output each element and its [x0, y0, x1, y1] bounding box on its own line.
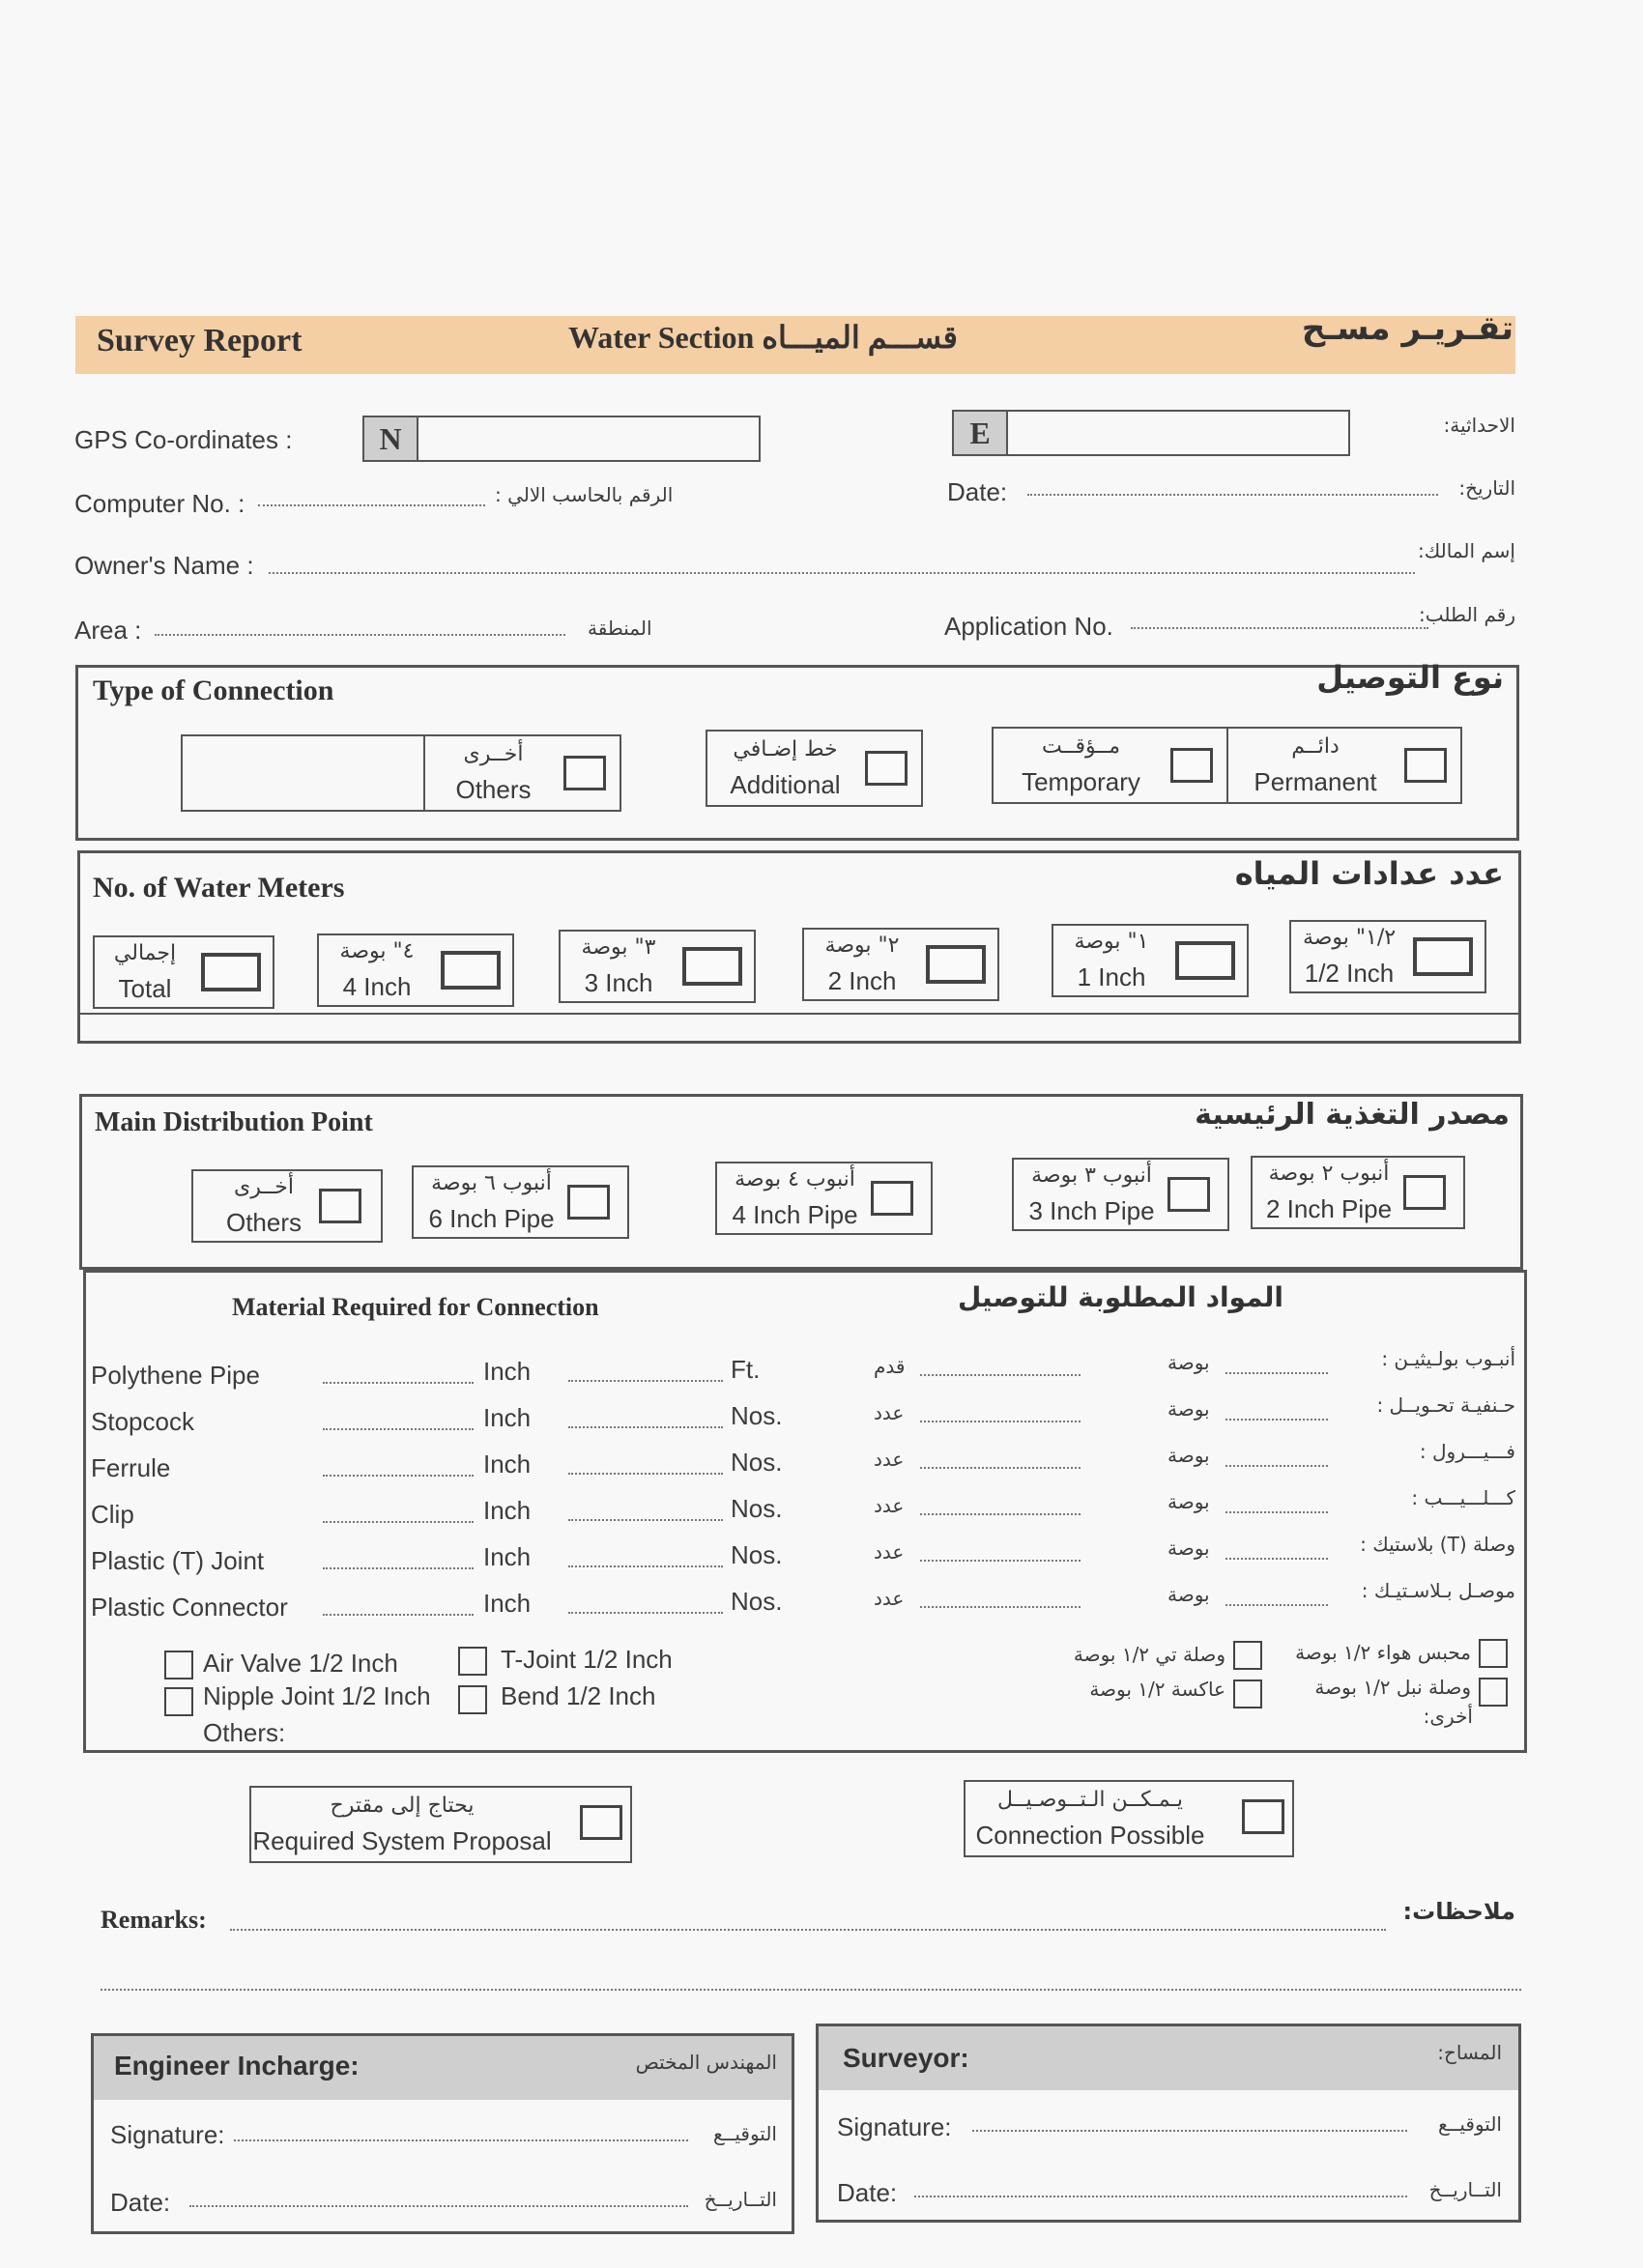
- distribution-option-others[interactable]: [191, 1169, 383, 1243]
- connection-additional-ar: خط إضـافي: [733, 737, 838, 761]
- material-qty-unit-ar: عدد: [874, 1494, 905, 1517]
- engineer-date-field[interactable]: [189, 2205, 688, 2207]
- owner-field[interactable]: [269, 572, 1415, 574]
- distribution-4inch-en: 4 Inch Pipe: [732, 1200, 858, 1229]
- distribution-title-ar: مصدر التغذية الرئيسية: [1195, 1098, 1510, 1132]
- connection-others-en: Others: [455, 775, 532, 804]
- engineer-signature-ar: التوقيــع: [713, 2122, 777, 2145]
- distribution-6inch-en: 6 Inch Pipe: [428, 1204, 555, 1233]
- t-joint-checkbox[interactable]: [458, 1647, 487, 1676]
- material-size-field[interactable]: [323, 1614, 474, 1616]
- material-qty-field[interactable]: [568, 1473, 723, 1475]
- material-size-field-ar[interactable]: [1225, 1604, 1328, 1606]
- meter-option-total[interactable]: [93, 935, 274, 1009]
- north-prefix: N: [364, 417, 418, 460]
- distribution-6inch-checkbox[interactable]: [567, 1185, 610, 1220]
- material-size-field[interactable]: [323, 1382, 474, 1384]
- meter-option-1inch[interactable]: [1052, 924, 1249, 997]
- material-size-unit: Inch: [483, 1450, 532, 1479]
- header-center: Water Section قســـم الميـــاه: [568, 320, 958, 355]
- meter-3inch-ar: ٣" بوصة: [581, 935, 656, 960]
- material-qty-unit-ar: عدد: [874, 1540, 905, 1564]
- gps-north-field[interactable]: [362, 416, 761, 462]
- owner-label: Owner's Name :: [74, 551, 254, 580]
- application-field[interactable]: [1131, 627, 1428, 629]
- others-label: Others:: [203, 1718, 286, 1747]
- bend-ar-label: عاكسة ١/٢ بوصة: [1089, 1678, 1225, 1701]
- material-size-field-ar[interactable]: [1225, 1465, 1328, 1467]
- meter-4inch-checkbox[interactable]: [441, 951, 501, 990]
- surveyor-date-field[interactable]: [914, 2196, 1407, 2197]
- air-valve-checkbox[interactable]: [164, 1651, 193, 1679]
- engineer-title: Engineer Incharge:: [114, 2051, 360, 2081]
- possible-checkbox[interactable]: [1242, 1799, 1284, 1834]
- surveyor-signature-field[interactable]: [972, 2130, 1407, 2132]
- material-size-unit: Inch: [483, 1542, 532, 1571]
- header-title-en: Survey Report: [97, 323, 303, 359]
- material-qty-unit: Nos.: [731, 1540, 783, 1569]
- connection-permanent-ar: دائــم: [1291, 734, 1340, 759]
- meter-option-2inch[interactable]: [802, 928, 999, 1001]
- distribution-3inch-ar: أنبوب ٣ بوصة: [1031, 1163, 1152, 1188]
- material-qty-unit: Nos.: [731, 1448, 783, 1477]
- connection-others-text-field[interactable]: [181, 734, 425, 812]
- material-qty-field-ar[interactable]: [920, 1421, 1081, 1422]
- material-size-unit-ar: بوصة: [1167, 1490, 1210, 1513]
- material-qty-field[interactable]: [568, 1380, 723, 1382]
- material-size-unit-ar: بوصة: [1167, 1351, 1210, 1374]
- connection-temporary-ar: مــؤقــت: [1041, 734, 1121, 759]
- materials-title-ar: المواد المطلوبة للتوصيل: [958, 1281, 1283, 1313]
- meter-1inch-en: 1 Inch: [1077, 962, 1146, 991]
- material-size-unit: Inch: [483, 1496, 532, 1525]
- t-joint-ar-label: وصلة تي ١/٢ بوصة: [1073, 1643, 1225, 1666]
- material-qty-field[interactable]: [568, 1565, 723, 1567]
- meter-3inch-en: 3 Inch: [584, 968, 653, 997]
- material-qty-field[interactable]: [568, 1519, 723, 1521]
- surveyor-signature-ar: التوقيــع: [1438, 2112, 1502, 2136]
- meter-2inch-checkbox[interactable]: [926, 945, 986, 984]
- owner-label-ar: إسم المالك:: [1418, 539, 1515, 562]
- distribution-option-2inch[interactable]: [1251, 1156, 1465, 1229]
- connection-option-others[interactable]: [423, 734, 621, 812]
- computer-no-label: Computer No. :: [74, 489, 245, 518]
- meter-4inch-en: 4 Inch: [342, 972, 412, 1001]
- distribution-4inch-checkbox[interactable]: [871, 1181, 913, 1216]
- required-system-proposal-option[interactable]: [249, 1786, 632, 1863]
- distribution-option-6inch[interactable]: [412, 1165, 629, 1239]
- engineer-date-label: Date:: [110, 2188, 171, 2217]
- material-name: Ferrule: [91, 1453, 171, 1482]
- water-meters-divider: [79, 1013, 1519, 1015]
- surveyor-date-label: Date:: [837, 2178, 898, 2207]
- area-label-ar: المنطقة: [588, 617, 652, 640]
- distribution-option-4inch[interactable]: [715, 1162, 933, 1235]
- material-qty-field[interactable]: [568, 1426, 723, 1428]
- connection-option-permanent[interactable]: [1226, 727, 1462, 804]
- material-size-unit-ar: بوصة: [1167, 1583, 1210, 1606]
- material-qty-unit-ar: عدد: [874, 1448, 905, 1471]
- connection-option-additional[interactable]: [706, 730, 923, 807]
- surveyor-signature-label: Signature:: [837, 2112, 952, 2141]
- material-name-ar: وصلة (T) بلاستيك :: [1360, 1533, 1515, 1556]
- material-name: Stopcock: [91, 1407, 194, 1436]
- nipple-joint-checkbox[interactable]: [164, 1687, 193, 1716]
- material-size-field[interactable]: [323, 1521, 474, 1523]
- material-qty-field-ar[interactable]: [920, 1560, 1081, 1562]
- air-valve-label: Air Valve 1/2 Inch: [203, 1649, 398, 1678]
- material-qty-field-ar[interactable]: [920, 1513, 1081, 1515]
- meter-option-4inch[interactable]: [317, 933, 514, 1007]
- surveyor-title: Surveyor:: [843, 2043, 969, 2073]
- material-name: Clip: [91, 1500, 134, 1529]
- meter-halfinch-checkbox[interactable]: [1413, 937, 1473, 976]
- material-size-field-ar[interactable]: [1225, 1511, 1328, 1513]
- area-field[interactable]: [155, 634, 565, 636]
- distribution-title: Main Distribution Point: [95, 1107, 373, 1137]
- material-qty-unit: Nos.: [731, 1401, 783, 1430]
- connection-option-temporary[interactable]: [992, 727, 1228, 804]
- date-label-ar: التاريخ:: [1458, 476, 1515, 500]
- meter-1inch-ar: ١" بوصة: [1074, 930, 1149, 954]
- engineer-title-ar: المهندس المختص: [635, 2051, 777, 2074]
- connection-permanent-en: Permanent: [1254, 767, 1377, 796]
- water-meters-title-ar: عدد عدادات المياه: [1234, 855, 1504, 892]
- remarks-label: Remarks:: [101, 1906, 207, 1934]
- bend-checkbox[interactable]: [458, 1685, 487, 1714]
- connection-others-checkbox[interactable]: [563, 756, 606, 790]
- application-label-ar: رقم الطلب:: [1419, 603, 1515, 626]
- east-prefix: E: [954, 412, 1008, 454]
- meter-1inch-checkbox[interactable]: [1175, 941, 1235, 980]
- material-qty-unit-ar: عدد: [874, 1401, 905, 1424]
- material-size-field[interactable]: [323, 1475, 474, 1477]
- material-name: Polythene Pipe: [91, 1361, 260, 1390]
- connection-permanent-checkbox[interactable]: [1404, 748, 1447, 783]
- material-size-field[interactable]: [323, 1428, 474, 1430]
- material-name: Plastic (T) Joint: [91, 1546, 265, 1575]
- material-size-field-ar[interactable]: [1225, 1372, 1328, 1374]
- material-size-field-ar[interactable]: [1225, 1419, 1328, 1421]
- remarks-line-2[interactable]: [101, 1989, 1521, 1991]
- material-qty-unit: Nos.: [731, 1494, 783, 1523]
- material-size-field[interactable]: [323, 1567, 474, 1569]
- proposal-en: Required System Proposal: [252, 1826, 552, 1855]
- computer-no-label-ar: الرقم بالحاسب الالي :: [495, 483, 674, 506]
- header-title-ar: تقـريـر مسـح: [1301, 309, 1513, 348]
- air-valve-ar-checkbox[interactable]: [1479, 1639, 1508, 1668]
- materials-title: Material Required for Connection: [232, 1293, 599, 1321]
- connection-additional-checkbox[interactable]: [865, 751, 908, 786]
- distribution-2inch-ar: أنبوب ٢ بوصة: [1268, 1162, 1390, 1186]
- nipple-joint-label: Nipple Joint 1/2 Inch: [203, 1681, 431, 1710]
- meter-option-halfinch[interactable]: [1289, 920, 1486, 993]
- meter-4inch-ar: ٤" بوصة: [339, 939, 415, 963]
- meter-2inch-ar: ٢" بوصة: [824, 933, 900, 958]
- distribution-2inch-checkbox[interactable]: [1403, 1175, 1446, 1210]
- area-label: Area :: [74, 616, 142, 645]
- material-qty-unit-ar: عدد: [874, 1587, 905, 1610]
- meter-total-ar: إجمالي: [113, 941, 177, 965]
- connection-type-title-ar: نوع التوصيل: [1316, 659, 1504, 696]
- material-size-field-ar[interactable]: [1225, 1558, 1328, 1560]
- material-size-unit: Inch: [483, 1403, 532, 1432]
- material-name-ar: موصـل بـلاسـتيـك :: [1361, 1579, 1515, 1602]
- remarks-line-1[interactable]: [230, 1929, 1386, 1931]
- distribution-3inch-en: 3 Inch Pipe: [1028, 1196, 1155, 1225]
- material-name-ar: أنبـوب بولـيثيـن :: [1381, 1347, 1515, 1370]
- meter-2inch-en: 2 Inch: [827, 966, 897, 995]
- gps-east-field[interactable]: [952, 410, 1350, 456]
- engineer-signature-field[interactable]: [234, 2139, 688, 2141]
- material-qty-field-ar[interactable]: [920, 1606, 1081, 1608]
- material-size-unit-ar: بوصة: [1167, 1536, 1210, 1560]
- bend-ar-checkbox[interactable]: [1233, 1679, 1262, 1708]
- engineer-date-ar: التــاريــخ: [704, 2188, 777, 2211]
- meter-halfinch-en: 1/2 Inch: [1304, 959, 1395, 988]
- meter-3inch-checkbox[interactable]: [682, 947, 742, 986]
- proposal-checkbox[interactable]: [580, 1805, 622, 1840]
- t-joint-ar-checkbox[interactable]: [1233, 1641, 1262, 1670]
- material-qty-field-ar[interactable]: [920, 1374, 1081, 1376]
- material-name-ar: فـــيـــرول :: [1419, 1440, 1515, 1463]
- distribution-4inch-ar: أنبوب ٤ بوصة: [735, 1167, 855, 1191]
- distribution-others-checkbox[interactable]: [319, 1189, 361, 1223]
- proposal-ar: يحتاج إلى مقترح: [330, 1794, 475, 1818]
- distribution-2inch-en: 2 Inch Pipe: [1265, 1194, 1393, 1223]
- water-meters-title: No. of Water Meters: [93, 872, 345, 904]
- meter-total-en: Total: [118, 974, 172, 1003]
- surveyor-date-ar: التــاريــخ: [1428, 2178, 1502, 2201]
- connection-possible-option[interactable]: [964, 1780, 1294, 1857]
- connection-type-title: Type of Connection: [93, 675, 334, 706]
- material-size-unit: Inch: [483, 1589, 532, 1618]
- air-valve-ar-label: محبس هواء ١/٢ بوصة: [1295, 1641, 1471, 1664]
- material-name-ar: حـنفيـة تحـويــل :: [1376, 1393, 1515, 1417]
- meter-option-3inch[interactable]: [559, 930, 756, 1003]
- date-label: Date:: [947, 477, 1008, 506]
- distribution-6inch-ar: أنبوب ٦ بوصة: [431, 1171, 552, 1195]
- bend-label: Bend 1/2 Inch: [501, 1681, 656, 1710]
- meter-total-checkbox[interactable]: [201, 953, 261, 991]
- gps-label-ar: الاحداثية:: [1443, 414, 1515, 437]
- material-size-unit-ar: بوصة: [1167, 1397, 1210, 1421]
- gps-label: GPS Co-ordinates :: [74, 425, 293, 454]
- remarks-label-ar: ملاحظات:: [1402, 1898, 1515, 1925]
- connection-others-ar: أخــرى: [463, 742, 524, 766]
- material-size-unit: Inch: [483, 1357, 532, 1386]
- material-name-ar: كـــلـــيـــب :: [1411, 1486, 1515, 1509]
- material-qty-unit: Nos.: [731, 1587, 783, 1616]
- t-joint-label: T-Joint 1/2 Inch: [501, 1645, 673, 1674]
- meter-halfinch-ar: ١/٢" بوصة: [1302, 926, 1397, 950]
- distribution-others-en: Others: [225, 1208, 303, 1237]
- application-label: Application No.: [944, 612, 1113, 641]
- distribution-option-3inch[interactable]: [1012, 1158, 1229, 1231]
- material-qty-field[interactable]: [568, 1612, 723, 1614]
- computer-no-field[interactable]: [258, 504, 485, 506]
- possible-ar: يـمـكــن الـتــوصـيــل: [997, 1788, 1183, 1812]
- nipple-joint-ar-checkbox[interactable]: [1479, 1678, 1508, 1707]
- material-qty-field-ar[interactable]: [920, 1467, 1081, 1469]
- nipple-joint-ar-label: وصلة نبل ١/٢ بوصة: [1314, 1676, 1471, 1699]
- connection-additional-en: Additional: [730, 770, 841, 799]
- material-name: Plastic Connector: [91, 1593, 288, 1622]
- possible-en: Connection Possible: [975, 1821, 1205, 1850]
- surveyor-title-ar: المساح:: [1437, 2041, 1502, 2064]
- distribution-others-ar: أخــرى: [234, 1175, 294, 1199]
- material-qty-unit: Ft.: [731, 1355, 761, 1384]
- material-qty-unit-ar: قدم: [874, 1355, 906, 1378]
- connection-temporary-en: Temporary: [1022, 767, 1140, 796]
- others-ar-label: أخرى:: [1423, 1705, 1473, 1728]
- date-field[interactable]: [1027, 494, 1438, 496]
- engineer-signature-label: Signature:: [110, 2120, 225, 2149]
- material-size-unit-ar: بوصة: [1167, 1444, 1210, 1467]
- distribution-3inch-checkbox[interactable]: [1167, 1177, 1210, 1212]
